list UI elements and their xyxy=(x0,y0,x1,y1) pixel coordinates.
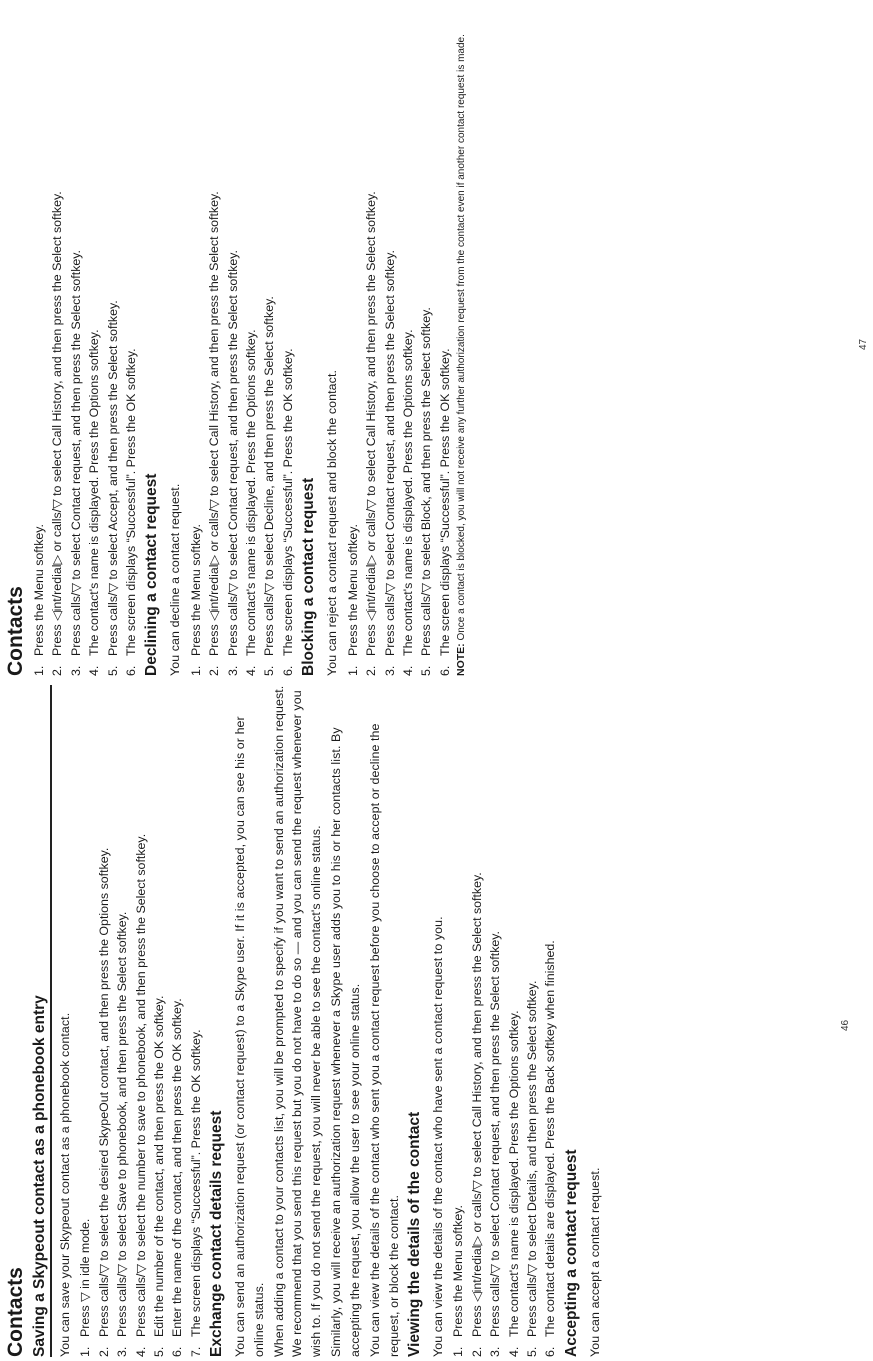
list-item: 4. The contact's name is displayed. Press the Options softkey. xyxy=(400,329,415,676)
paragraph: You can send an authorization request (or contact request) to a Skype user. If it is accepted, you can see his or her online status. xyxy=(233,716,266,1357)
right-page xyxy=(0,0,873,680)
section-intro: You can view the details of the contact who have sent a contact request to you. xyxy=(430,916,445,1357)
section-heading: Saving a Skypeout contact as a phonebook entry xyxy=(31,685,52,1357)
list-item: 1. Press the Menu softkey. xyxy=(345,524,360,676)
section-intro: You can accept a contact request. xyxy=(587,1167,602,1357)
list-item: 1. Press the Menu softkey. xyxy=(451,1205,466,1357)
page-number: 46 xyxy=(840,1019,851,1031)
section-intro: You can decline a contact request. xyxy=(168,483,183,676)
list-item: 1. Press the Menu softkey. xyxy=(32,524,46,676)
note-text: Once a contact is blocked, you will not receive any further authorization request from the contact even if another contact request is made. xyxy=(456,34,468,641)
list-item: 6. The screen displays “Successful”. Press the OK softkey. xyxy=(437,348,452,676)
list-item: 5. Press calls/▽ to select Accept, and then press the Select softkey. xyxy=(105,300,120,676)
page-number: 47 xyxy=(858,338,869,350)
steps-list xyxy=(187,4,297,676)
list-item: 2. Press calls/▽ to select the desired SkypeOut contact, and then press the Options softkey. xyxy=(96,847,111,1357)
section-intro: You can reject a contact request and block the contact. xyxy=(325,369,340,676)
list-item: 5. Press calls/▽ to select Details, and then press the Select softkey. xyxy=(524,980,539,1357)
paragraph: You can view the details of the contact who sent you a contact request before you choose to accept or decline the request, or block the contact. xyxy=(368,723,401,1357)
list-item: 2. Press ◁int/redial▷ or calls/▽ to select Call History, and then press the Select softkey. xyxy=(364,191,379,676)
left-page xyxy=(0,681,873,1361)
list-item: 4. The contact's name is displayed. Press the Options softkey. xyxy=(87,329,102,676)
list-item: 1. Press the Menu softkey. xyxy=(188,524,203,676)
list-item: 4. Press calls/▽ to select the number to save to phonebook, and then press the Select softkey. xyxy=(133,833,148,1357)
list-item: 3. Press calls/▽ to select Contact request, and then press the Select softkey. xyxy=(225,250,240,676)
list-item: 5. Edit the number of the contact, and then press the OK softkey. xyxy=(152,995,167,1357)
list-item: 1. Press ▽ in idle mode. xyxy=(78,1218,93,1357)
paragraph: Similarly, you will receive an authorization request whenever a Skype user adds you to his or her contacts list. By accepting the request, you allow the user to see your online status. xyxy=(329,727,362,1357)
section-heading: Blocking a contact request xyxy=(300,477,318,676)
steps-list xyxy=(76,685,205,1357)
list-item: 2. Press ◁int/redial▷ or calls/▽ to select Call History, and then press the Select softkey. xyxy=(207,191,222,676)
page-title: Contacts xyxy=(4,1267,27,1357)
section-heading: Declining a contact request xyxy=(143,473,161,676)
page-title: Contacts xyxy=(4,586,27,676)
section-heading: Accepting a contact request xyxy=(562,1149,580,1357)
note-label: NOTE: xyxy=(455,643,468,676)
paragraph: When adding a contact to your contacts list, you will be prompted to specify if you want to send an authorization request. We recommend that you send this request but you do not have to do so — and you can send the request whenever you wish to. If you do not send the request, you will never be able to see the contact's online status. xyxy=(272,685,323,1357)
section-intro: You can save your Skypeout contact as a phonebook contact. xyxy=(58,1012,72,1357)
list-item: 3. Press calls/▽ to select Contact request, and then press the Select softkey. xyxy=(68,250,83,676)
list-item: 3. Press calls/▽ to select Contact request, and then press the Select softkey. xyxy=(488,931,503,1357)
list-item: 6. The contact details are displayed. Press the Back softkey when finished. xyxy=(543,940,558,1357)
steps-list xyxy=(344,4,454,676)
list-item: 7. The screen displays “Successful”. Press the OK softkey. xyxy=(188,1029,203,1357)
section-heading: Viewing the details of the contact xyxy=(405,1111,423,1357)
list-item: 4. The contact's name is displayed. Press the Options softkey. xyxy=(506,1010,521,1357)
steps-list xyxy=(30,4,140,676)
note xyxy=(454,4,469,676)
list-item: 6. Enter the name of the contact, and then press the OK softkey. xyxy=(170,998,185,1357)
list-item: 4. The contact's name is displayed. Press the Options softkey. xyxy=(244,329,259,676)
section-heading: Exchange contact details request xyxy=(208,1110,226,1357)
list-item: 3. Press calls/▽ to select Contact request, and then press the Select softkey. xyxy=(382,250,397,676)
list-item: 6. The screen displays “Successful”. Press the OK softkey. xyxy=(280,348,295,676)
list-item: 5. Press calls/▽ to select Decline, and then press the Select softkey. xyxy=(262,296,277,676)
steps-list xyxy=(449,685,559,1357)
list-item: 2. Press ◁int/redial▷ or calls/▽ to select Call History, and then press the Select softkey. xyxy=(469,872,484,1357)
list-item: 2. Press ◁int/redial▷ or calls/▽ to select Call History, and then press the Select softkey. xyxy=(50,191,65,676)
list-item: 6. The screen displays “Successful”. Press the OK softkey. xyxy=(124,348,139,676)
list-item: 3. Press calls/▽ to select Save to phonebook, and then press the Select softkey. xyxy=(115,911,130,1357)
list-item: 5. Press calls/▽ to select Block, and then press the Select softkey. xyxy=(419,307,434,676)
